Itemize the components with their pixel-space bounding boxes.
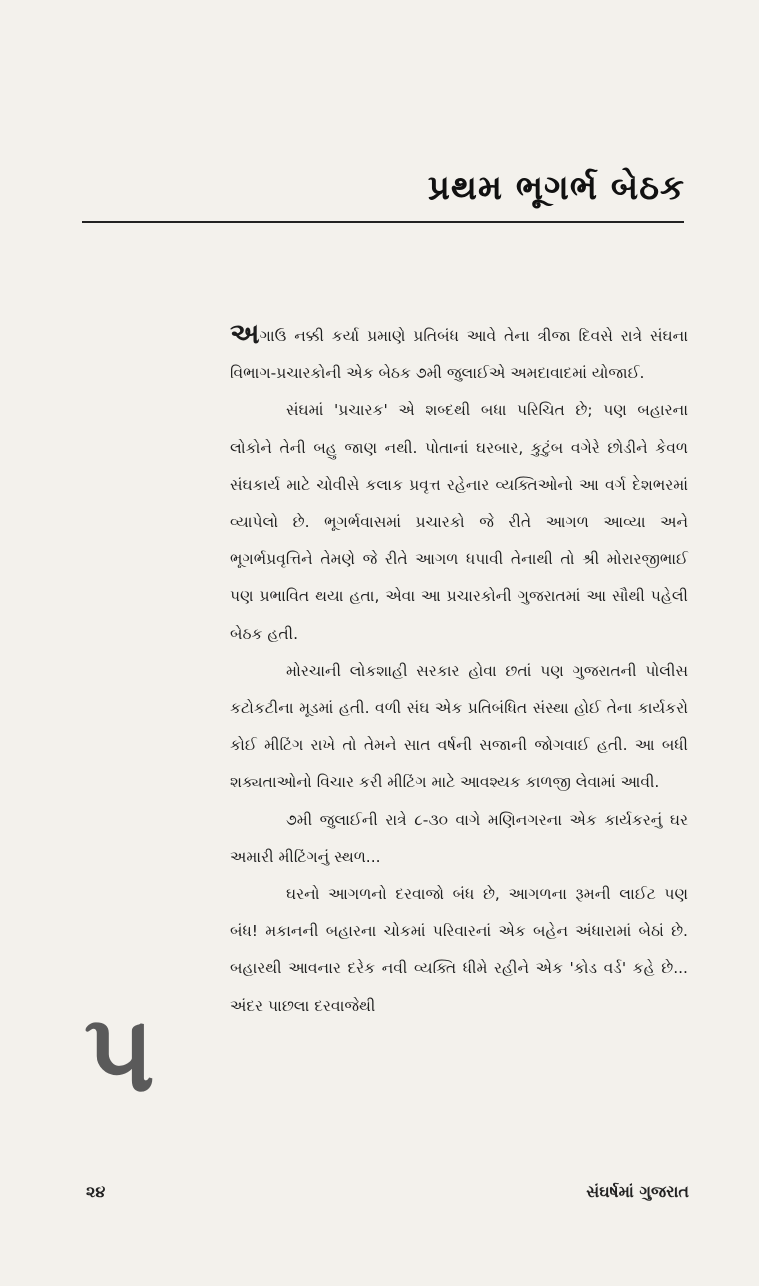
title-rule [82,221,684,223]
paragraph-1-text: ગાઉ નક્કી કર્યા પ્રમાણે પ્રતિબંધ આવે તેના ત્રીજા દિવસે રાત્રે સંઘના વિભાગ-પ્રચારકોની એક બેઠક ૭મી જુલાઈએ અમદાવાદમાં યોજાઈ. [230,327,688,383]
chapter-number: ૫ [84,991,155,1116]
paragraph-1 [230,318,688,392]
paragraph-5: ઘરનો આગળનો દરવાજો બંધ છે, આગળના રૂમની લાઈટ પણ બંધ! મકાનની બહારના ચોકમાં પરિવારનાં એક બહેન અંધારામાં બેઠાં છે. બહારથી આવનાર દરેક નવી વ્યક્તિ ધીમે રહીને એક 'કોડ વર્ડ' કહે છે... અંદર પાછલા દરવાજેથી [230,885,688,1015]
body-text [230,318,688,1025]
paragraph-4: ૭મી જુલાઈની રાત્રે ૮-૩૦ વાગે મણિનગરના એક કાર્યકરનું ઘર અમારી મીટિંગનું સ્થળ... [230,810,688,866]
book-title: સંઘર્ષમાં ગુજરાત [586,1182,689,1201]
paragraph-3: મોરચાની લોકશાહી સરકાર હોવા છતાં પણ ગુજરાતની પોલીસ કટોકટીના મૂડમાં હતી. વળી સંઘ એક પ્રતિબંધિત સંસ્થા હોઈ તેના કાર્યકરો કોઈ મીટિંગ રાખે તો તેમને સાત વર્ષની સજાની જોગવાઈ હતી. આ બધી શક્યતાઓનો વિચાર કરી મીટિંગ માટે આવશ્યક કાળજી લેવામાં આવી. [230,661,688,792]
drop-cap: અ [230,317,260,350]
page-number: ૨૪ [86,1182,106,1201]
chapter-title: પ્રથમ ભૂગર્ભ બેઠક [427,168,685,208]
paragraph-2: સંઘમાં 'પ્રચારક' એ શબ્દથી બધા પરિચિત છે; પણ બહારના લોકોને તેની બહુ જાણ નથી. પોતાનાં ઘરબાર, કુટુંબ વગેરે છોડીને કેવળ સંઘકાર્ય માટે ચોવીસે કલાક પ્રવૃત્ત રહેનાર વ્યક્તિઓનો આ વર્ગ દેશભરમાં વ્યાપેલો છે. ભૂગર્ભવાસમાં પ્રચારકો જે રીતે આગળ આવ્યા અને ભૂગર્ભપ્રવૃત્તિને તેમણે જે રીતે આગળ ધપાવી તેનાથી તો શ્રી મોરારજીભાઈ પણ પ્રભાવિત થયા હતા, એવા આ પ્રચારકોની ગુજરાતમાં આ સૌથી પહેલી બેઠક હતી. [230,401,688,643]
